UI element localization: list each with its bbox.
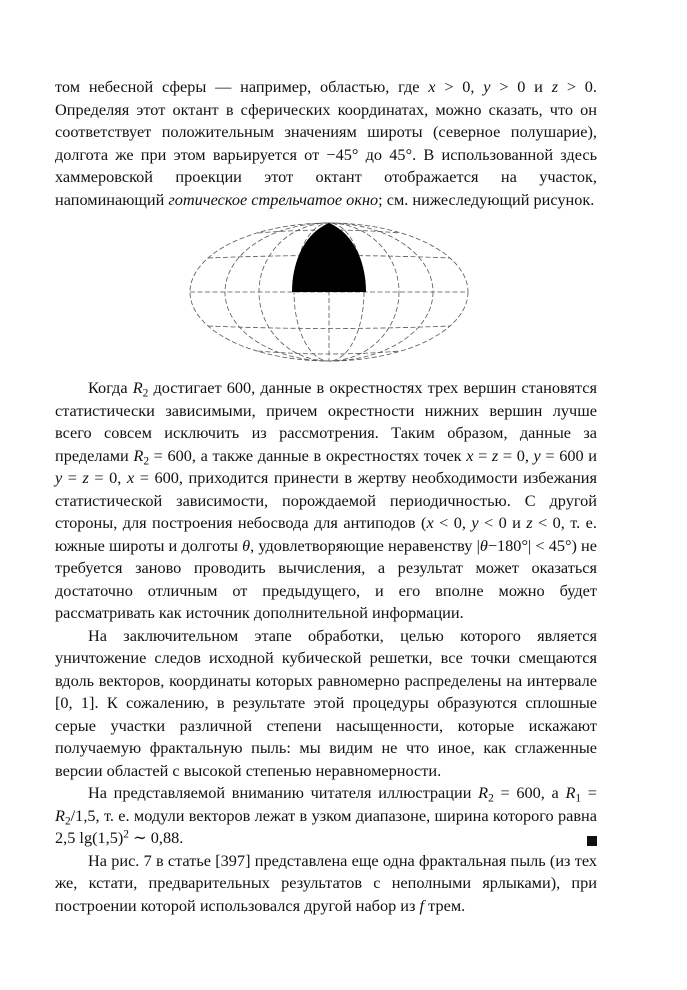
hammer-projection-figure [55, 221, 597, 369]
paragraph-2: Когда $R_2$ достигает 600, данные в окрестностях трех вершин становятся статистически зависимыми, причем окрестности нижних вершин лучше всего совсем исключить из рассмотрения. Таким образом, данные за пределами $R_2 = 600$, а также данные в окрестностях точек x = z = 0, y = 600 и y = z = 0, x = 600, приходится принести в жертву необходимости избежания статистической зависимости, порождаемой периодичностью. С другой стороны, для построения небосвода для антиподов (x < 0, y < 0 и z < 0, т. е. южные широты и долготы θ, удовлетворяющие неравенству |θ−180°| < 45°) не требуется заново проводить вычисления, а результат может оказаться достаточно отличным от предыдущего, и его вполне можно будет рассматривать как источник дополнительной информации. [55, 378, 597, 622]
hammer-projection-svg [188, 221, 470, 363]
paragraph-5: На рис. 7 в статье [397] представлена еще одна фрактальная пыль (из тех же, кстати, предварительных результатов с неполными ярлыками), при построении которой использовался другой набор из f трем. [55, 850, 597, 915]
paragraph-4: На представляемой вниманию читателя иллюстрации $R_2 = 600$, а $R_1 = R_2/1,5$, т. е. модули векторов лежат в узком диапазоне, ширина которого равна 2,5 $\lg(1,5)^2$ ∼ 0,88. [55, 783, 597, 847]
gothic-window-octant [292, 223, 366, 292]
page-content [55, 76, 597, 917]
paragraph-1: том небесной сферы — например, областью, где x > 0, y > 0 и z > 0. Определяя этот октант в сферических координатах, можно сказать, что он соответствует положительным значениям широты (северное полушарие), долгота же при этом варьируется от −45° до 45°. В использованной здесь хаммеровской проекции этот октант отображается на участок, напоминающий готическое стрельчатое окно; см. нижеследующий рисунок. [55, 77, 597, 209]
end-of-proof-square [587, 836, 597, 846]
paragraph-3: На заключительном этапе обработки, целью которого является уничтожение следов исходной кубической решетки, все точки смещаются вдоль векторов, координаты которых равномерно распределены на интервале [0, 1]. К сожалению, в результате этой процедуры образуются сплошные серые участки различной степени насыщенности, которые искажают получаемую фрактальную пыль: мы видим не что иное, как сглаженные версии областей с высокой степенью неравномерности. [55, 625, 597, 780]
parallel [208, 326, 450, 329]
